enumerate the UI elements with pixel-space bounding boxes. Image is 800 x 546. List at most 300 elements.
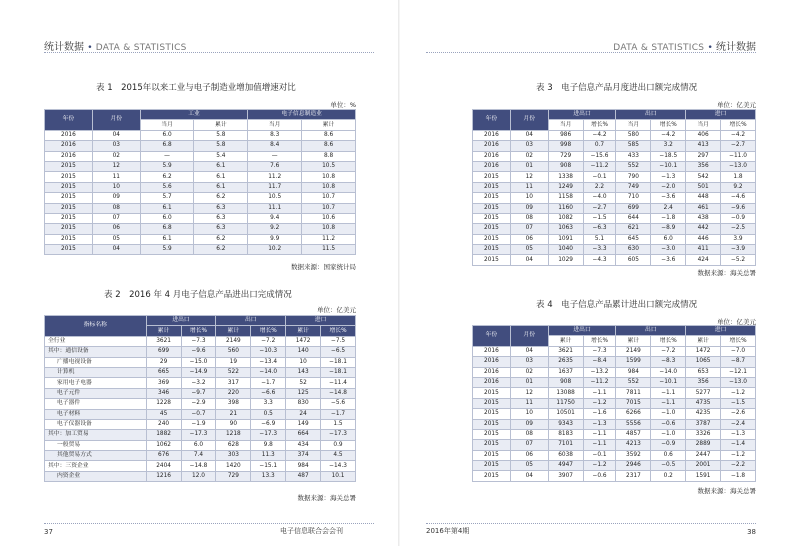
- table2-header-export: 出口: [216, 316, 286, 326]
- table2-cell: 628: [216, 440, 251, 450]
- table1-cell: 8.3: [248, 130, 302, 140]
- table2-cell: 830: [286, 399, 321, 409]
- table3-cell: 1249: [548, 182, 583, 192]
- table2-cell: 52: [286, 378, 321, 388]
- table3-cell: −1.5: [583, 213, 616, 223]
- table2-cell: −17.3: [251, 430, 286, 440]
- table2-cell: −17.3: [321, 430, 356, 440]
- table1-cell: 2016: [45, 141, 93, 151]
- table4-cell: −12.1: [721, 367, 756, 377]
- table4-cell: −10.1: [651, 377, 686, 387]
- table1-cell: 6.8: [140, 224, 194, 234]
- table2-cell: 729: [216, 471, 251, 481]
- table2-cell: 240: [146, 419, 181, 429]
- table4-cell: 356: [686, 377, 721, 387]
- table2-cell: 29: [146, 357, 181, 367]
- table3-cell: 12: [510, 172, 548, 182]
- table1-cell: 6.8: [140, 141, 194, 151]
- table2-row: [45, 336, 356, 346]
- table4-cell: 3787: [686, 419, 721, 429]
- table3-cell: 1.8: [721, 172, 756, 182]
- table4-cell: 10501: [548, 409, 583, 419]
- table2-cell: 434: [286, 440, 321, 450]
- footer-divider: [44, 523, 374, 524]
- table4-cell: 3326: [686, 429, 721, 439]
- table1-cell: 10: [92, 182, 140, 192]
- table2-cell: 13.3: [251, 471, 286, 481]
- table1-cell: —: [248, 151, 302, 161]
- table1-unit: 单位：%: [330, 101, 356, 109]
- table3-cell: 05: [510, 245, 548, 255]
- table1-cell: 05: [92, 234, 140, 244]
- table1-row: [45, 234, 356, 244]
- table2-cell: 664: [286, 430, 321, 440]
- table3-cell: −1.3: [651, 172, 686, 182]
- table3-cell: 02: [510, 151, 548, 161]
- table3-cell: −9.6: [721, 203, 756, 213]
- table4: [472, 325, 756, 482]
- table2-cell: −14.8: [321, 388, 356, 398]
- table1-row: [45, 151, 356, 161]
- table3-cell: 699: [616, 203, 651, 213]
- table4-cell: 2016: [473, 377, 511, 387]
- table2-cell: 676: [146, 451, 181, 461]
- table1-row: [45, 161, 356, 171]
- table4-cell: −14.0: [651, 367, 686, 377]
- table3-cell: −3.9: [721, 245, 756, 255]
- table2-cell: −10.3: [251, 347, 286, 357]
- table3-cell: −3.0: [651, 245, 686, 255]
- table3-cell: 2015: [473, 224, 511, 234]
- table1-cell: 6.3: [194, 213, 248, 223]
- table2-cell: 3.3: [251, 399, 286, 409]
- table1-cell: 09: [92, 193, 140, 203]
- table4-cell: −1.1: [651, 398, 686, 408]
- table4-subheader: 增长%: [583, 336, 616, 346]
- table3-cell: 448: [686, 193, 721, 203]
- table1-cell: 02: [92, 151, 140, 161]
- table4-cell: −1.1: [651, 388, 686, 398]
- table2-cell: −1.7: [251, 378, 286, 388]
- table1-cell: 6.1: [194, 161, 248, 171]
- table3-cell: 1082: [548, 213, 583, 223]
- table4-cell: −13.2: [583, 367, 616, 377]
- table4-cell: −1.3: [583, 419, 616, 429]
- right-page: [400, 0, 800, 546]
- table2-cell: 1882: [146, 430, 181, 440]
- table1-cell: 6.2: [140, 172, 194, 182]
- table4-cell: −2.6: [721, 409, 756, 419]
- table2-cell: 0.5: [251, 409, 286, 419]
- table3-cell: 585: [616, 141, 651, 151]
- table3-row: [473, 141, 756, 151]
- table3-cell: −2.7: [721, 141, 756, 151]
- table2-cell: 4.5: [321, 451, 356, 461]
- table2-cell: −5.6: [321, 399, 356, 409]
- table2-cell: −3.2: [181, 378, 216, 388]
- table2-indicator-name: 全行业: [45, 336, 147, 346]
- table1-cell: 5.8: [194, 141, 248, 151]
- table2-cell: −2.9: [181, 399, 216, 409]
- table4-title: 表 4 电子信息产品累计进出口额完成情况: [536, 300, 698, 310]
- table2-cell: 1.5: [321, 419, 356, 429]
- table3-cell: −2.7: [583, 203, 616, 213]
- table1-cell: 7.6: [248, 161, 302, 171]
- table3-body: [473, 130, 756, 265]
- table4-row: [473, 450, 756, 460]
- table1-cell: 5.8: [194, 130, 248, 140]
- table2-cell: 1228: [146, 399, 181, 409]
- table1-cell: 10.5: [302, 161, 356, 171]
- table4-header-year: 年份: [473, 326, 511, 347]
- header-separator: •: [87, 43, 93, 53]
- table1-cell: 9.2: [248, 224, 302, 234]
- table1-cell: 5.9: [140, 245, 194, 255]
- table4-cell: −1.3: [721, 429, 756, 439]
- table3-cell: 5.1: [583, 234, 616, 244]
- table3-cell: 297: [686, 151, 721, 161]
- table4-cell: 3907: [548, 471, 583, 481]
- table3-cell: 986: [548, 130, 583, 140]
- table3-subheader: 增长%: [583, 120, 616, 130]
- table2-indicator-name: 电子器件: [45, 399, 147, 409]
- table3-cell: 790: [616, 172, 651, 182]
- table3-cell: 621: [616, 224, 651, 234]
- table2-indicator-name: 一般贸易: [45, 440, 147, 450]
- table2-cell: 369: [146, 378, 181, 388]
- table3-cell: 0.7: [583, 141, 616, 151]
- table1-cell: 2016: [45, 130, 93, 140]
- table2-cell: −15.0: [181, 357, 216, 367]
- table2-cell: 374: [286, 451, 321, 461]
- table1-cell: 2015: [45, 245, 93, 255]
- table1-cell: 5.7: [140, 193, 194, 203]
- right-section-header: [613, 38, 756, 53]
- table1-cell: 6.1: [194, 172, 248, 182]
- table3-cell: −4.2: [721, 130, 756, 140]
- table3-header-import: 进口: [686, 110, 756, 120]
- table1-cell: 11: [92, 172, 140, 182]
- table1-row: [45, 182, 356, 192]
- header-divider: [44, 52, 374, 53]
- table2-subheader: 累计: [146, 326, 181, 336]
- table2-cell: 0.9: [321, 440, 356, 450]
- table3-cell: 438: [686, 213, 721, 223]
- table3-row: [473, 203, 756, 213]
- table3-cell: 3.2: [651, 141, 686, 151]
- table3-cell: 580: [616, 130, 651, 140]
- table3-cell: −5.2: [721, 255, 756, 265]
- table1-cell: 06: [92, 224, 140, 234]
- table3-cell: 04: [510, 130, 548, 140]
- table3-cell: −3.3: [583, 245, 616, 255]
- table4-cell: 01: [510, 377, 548, 387]
- table1-cell: 5.6: [140, 182, 194, 192]
- table2-cell: −11.4: [321, 378, 356, 388]
- table4-cell: 2015: [473, 461, 511, 471]
- table2-body: [45, 336, 356, 481]
- table4-header-month: 月份: [510, 326, 548, 347]
- table3-row: [473, 255, 756, 265]
- table1-body: [45, 130, 356, 255]
- table2-cell: 10: [286, 357, 321, 367]
- table3-cell: −4.2: [651, 130, 686, 140]
- table4-cell: −1.2: [721, 450, 756, 460]
- table4-cell: −0.9: [651, 440, 686, 450]
- table4-cell: −8.4: [583, 357, 616, 367]
- left-page-number: 37: [44, 528, 53, 536]
- table1-cell: 6.0: [140, 213, 194, 223]
- table3-cell: 605: [616, 255, 651, 265]
- header-en: DATA & STATISTICS: [95, 43, 187, 53]
- table3-cell: −13.0: [721, 161, 756, 171]
- table4-cell: −2.2: [721, 461, 756, 471]
- table4-cell: 1591: [686, 471, 721, 481]
- table4-source: 数据来源：海关总署: [697, 487, 756, 495]
- table2-cell: −17.3: [181, 430, 216, 440]
- table2-cell: 2404: [146, 461, 181, 471]
- table4-cell: 4235: [686, 409, 721, 419]
- table3-cell: −3.6: [651, 193, 686, 203]
- table3-header-month: 月份: [510, 110, 548, 131]
- table4-cell: 908: [548, 377, 583, 387]
- table3-cell: 424: [686, 255, 721, 265]
- table3-cell: −10.1: [651, 161, 686, 171]
- left-section-header: [44, 38, 187, 53]
- table4-cell: −1.6: [583, 409, 616, 419]
- table4-cell: −7.0: [721, 346, 756, 356]
- table3-row: [473, 245, 756, 255]
- table4-cell: 2015: [473, 419, 511, 429]
- table1-cell: 9.4: [248, 213, 302, 223]
- table3-subheader: 当月: [686, 120, 721, 130]
- table3-cell: 2015: [473, 172, 511, 182]
- table4-cell: 2001: [686, 461, 721, 471]
- table1-cell: 2015: [45, 213, 93, 223]
- table3-cell: 10: [510, 193, 548, 203]
- table4-cell: 2015: [473, 450, 511, 460]
- table2-indicator-name: 电子材料: [45, 409, 147, 419]
- table2-cell: 7.4: [181, 451, 216, 461]
- table1-cell: 6.1: [194, 182, 248, 192]
- table2-subheader: 增长%: [251, 326, 286, 336]
- table2-cell: 3621: [146, 336, 181, 346]
- table2-cell: 699: [146, 347, 181, 357]
- table3-cell: −8.9: [651, 224, 686, 234]
- table1-header-month: 月份: [92, 110, 140, 131]
- table4-cell: −0.5: [651, 461, 686, 471]
- table1-cell: 11.5: [302, 245, 356, 255]
- table2-cell: 317: [216, 378, 251, 388]
- table4-cell: 04: [510, 346, 548, 356]
- table2-cell: −7.3: [181, 336, 216, 346]
- table4-row: [473, 398, 756, 408]
- table1-cell: 10.7: [302, 203, 356, 213]
- table2-cell: 522: [216, 367, 251, 377]
- table2-row: [45, 367, 356, 377]
- table2-indicator-name: 广播电视设备: [45, 357, 147, 367]
- table2-subheader: 累计: [216, 326, 251, 336]
- table3-cell: −4.2: [583, 130, 616, 140]
- table3-cell: 2015: [473, 182, 511, 192]
- table1-cell: 6.2: [194, 234, 248, 244]
- table3-cell: 11: [510, 182, 548, 192]
- table2-cell: 1062: [146, 440, 181, 450]
- table2-cell: 11.3: [251, 451, 286, 461]
- table4-row: [473, 429, 756, 439]
- table3-cell: 998: [548, 141, 583, 151]
- table2-header-total: 进出口: [146, 316, 216, 326]
- table1-row: [45, 245, 356, 255]
- table4-cell: 2015: [473, 471, 511, 481]
- table2-source: 数据来源：海关总署: [297, 494, 356, 502]
- table4-cell: 05: [510, 461, 548, 471]
- table2-cell: −9.6: [181, 347, 216, 357]
- table3-cell: 01: [510, 161, 548, 171]
- table1-cell: 6.1: [140, 203, 194, 213]
- journal-title: 电子信息联合会会刊: [280, 527, 343, 535]
- header-cn: 统计数据: [44, 42, 84, 53]
- table3-row: [473, 182, 756, 192]
- table4-cell: −1.2: [583, 398, 616, 408]
- table2-indicator-name: 家用电子电器: [45, 378, 147, 388]
- table1-cell: 10.5: [248, 193, 302, 203]
- table4-cell: 4213: [616, 440, 651, 450]
- table2-row: [45, 440, 356, 450]
- table4-cell: 5277: [686, 388, 721, 398]
- table2-cell: 1420: [216, 461, 251, 471]
- table4-cell: 7101: [548, 440, 583, 450]
- table3-cell: −11.0: [721, 151, 756, 161]
- table1-row: [45, 130, 356, 140]
- table2-cell: 1472: [286, 336, 321, 346]
- table2-unit: 单位：亿美元: [317, 306, 356, 314]
- table3-cell: 2016: [473, 151, 511, 161]
- table2-indicator-name: 内资企业: [45, 471, 147, 481]
- table3: [472, 109, 756, 266]
- table4-cell: 2016: [473, 367, 511, 377]
- table3-row: [473, 161, 756, 171]
- table1-cell: 10.8: [302, 224, 356, 234]
- table3-cell: 6.0: [651, 234, 686, 244]
- table1-header-year: 年份: [45, 110, 93, 131]
- table2-row: [45, 357, 356, 367]
- table4-cell: −11.2: [583, 377, 616, 387]
- table3-row: [473, 213, 756, 223]
- footer-divider: [426, 523, 756, 524]
- table4-cell: −1.0: [651, 429, 686, 439]
- table3-cell: 1160: [548, 203, 583, 213]
- table3-cell: 501: [686, 182, 721, 192]
- table4-row: [473, 409, 756, 419]
- table1-header-industry: 工业: [140, 110, 248, 120]
- table3-cell: −4.6: [721, 193, 756, 203]
- table3-cell: 908: [548, 161, 583, 171]
- table4-cell: 6266: [616, 409, 651, 419]
- table3-cell: −2.5: [721, 224, 756, 234]
- table2-title: 表 2 2016 年 4 月电子信息产品进出口完成情况: [104, 290, 292, 300]
- table3-row: [473, 193, 756, 203]
- table2-indicator-name: 其中：三资企业: [45, 461, 147, 471]
- table4-cell: 12: [510, 388, 548, 398]
- table4-cell: 03: [510, 357, 548, 367]
- table1-row: [45, 141, 356, 151]
- table1-title: 表 1 2015年以来工业与电子制造业增加值增速对比: [96, 83, 296, 93]
- table4-cell: −2.4: [721, 419, 756, 429]
- table2-cell: 984: [286, 461, 321, 471]
- table4-cell: 4857: [616, 429, 651, 439]
- table2-cell: −14.9: [181, 367, 216, 377]
- table1-cell: 11.7: [248, 182, 302, 192]
- table4-subheader: 累计: [616, 336, 651, 346]
- table3-cell: 630: [616, 245, 651, 255]
- table4-cell: −7.2: [651, 346, 686, 356]
- table4-cell: 07: [510, 440, 548, 450]
- table1-cell: 2015: [45, 182, 93, 192]
- table3-cell: 413: [686, 141, 721, 151]
- table1-cell: 10.7: [302, 193, 356, 203]
- table1-cell: 07: [92, 213, 140, 223]
- table1-row: [45, 213, 356, 223]
- table2-cell: −7.5: [321, 336, 356, 346]
- table3-cell: 446: [686, 234, 721, 244]
- table2-cell: 140: [286, 347, 321, 357]
- table4-cell: 10: [510, 409, 548, 419]
- table4-row: [473, 419, 756, 429]
- table3-row: [473, 151, 756, 161]
- table4-row: [473, 346, 756, 356]
- table4-subheader: 增长%: [651, 336, 686, 346]
- table4-cell: 552: [616, 377, 651, 387]
- table3-source: 数据来源：海关总署: [697, 269, 756, 277]
- table4-row: [473, 471, 756, 481]
- table3-cell: −6.3: [583, 224, 616, 234]
- table4-cell: 2015: [473, 429, 511, 439]
- table4-cell: 4947: [548, 461, 583, 471]
- table2-cell: 560: [216, 347, 251, 357]
- table4-cell: −1.4: [721, 440, 756, 450]
- table4-cell: 0.6: [651, 450, 686, 460]
- table4-cell: −7.3: [583, 346, 616, 356]
- table1-cell: 11.1: [248, 203, 302, 213]
- table2-indicator-name: 电子元件: [45, 388, 147, 398]
- table3-cell: −2.0: [651, 182, 686, 192]
- table1-cell: 6.1: [140, 234, 194, 244]
- table2-cell: −15.1: [251, 461, 286, 471]
- table1-cell: 10.2: [248, 245, 302, 255]
- table3-cell: 356: [686, 161, 721, 171]
- table1-subheader: 当月: [140, 120, 194, 130]
- table4-cell: 0.2: [651, 471, 686, 481]
- table1-cell: 12: [92, 161, 140, 171]
- table3-cell: 442: [686, 224, 721, 234]
- table4-cell: 2946: [616, 461, 651, 471]
- table2-indicator-name: 其中：加工贸易: [45, 430, 147, 440]
- table2-cell: −14.8: [181, 461, 216, 471]
- table3-cell: 9.2: [721, 182, 756, 192]
- table1-source: 数据来源：国家统计局: [291, 263, 356, 271]
- table3-subheader: 当月: [548, 120, 583, 130]
- table3-title: 表 3 电子信息产品月度进出口额完成情况: [536, 83, 698, 93]
- table1-cell: 2015: [45, 193, 93, 203]
- table1-cell: 10.8: [302, 172, 356, 182]
- table4-cell: −1.2: [721, 388, 756, 398]
- table4-cell: 6038: [548, 450, 583, 460]
- right-page-number: 38: [747, 528, 756, 536]
- table2-row: [45, 430, 356, 440]
- table1-subheader: 累计: [194, 120, 248, 130]
- table2-cell: 2149: [216, 336, 251, 346]
